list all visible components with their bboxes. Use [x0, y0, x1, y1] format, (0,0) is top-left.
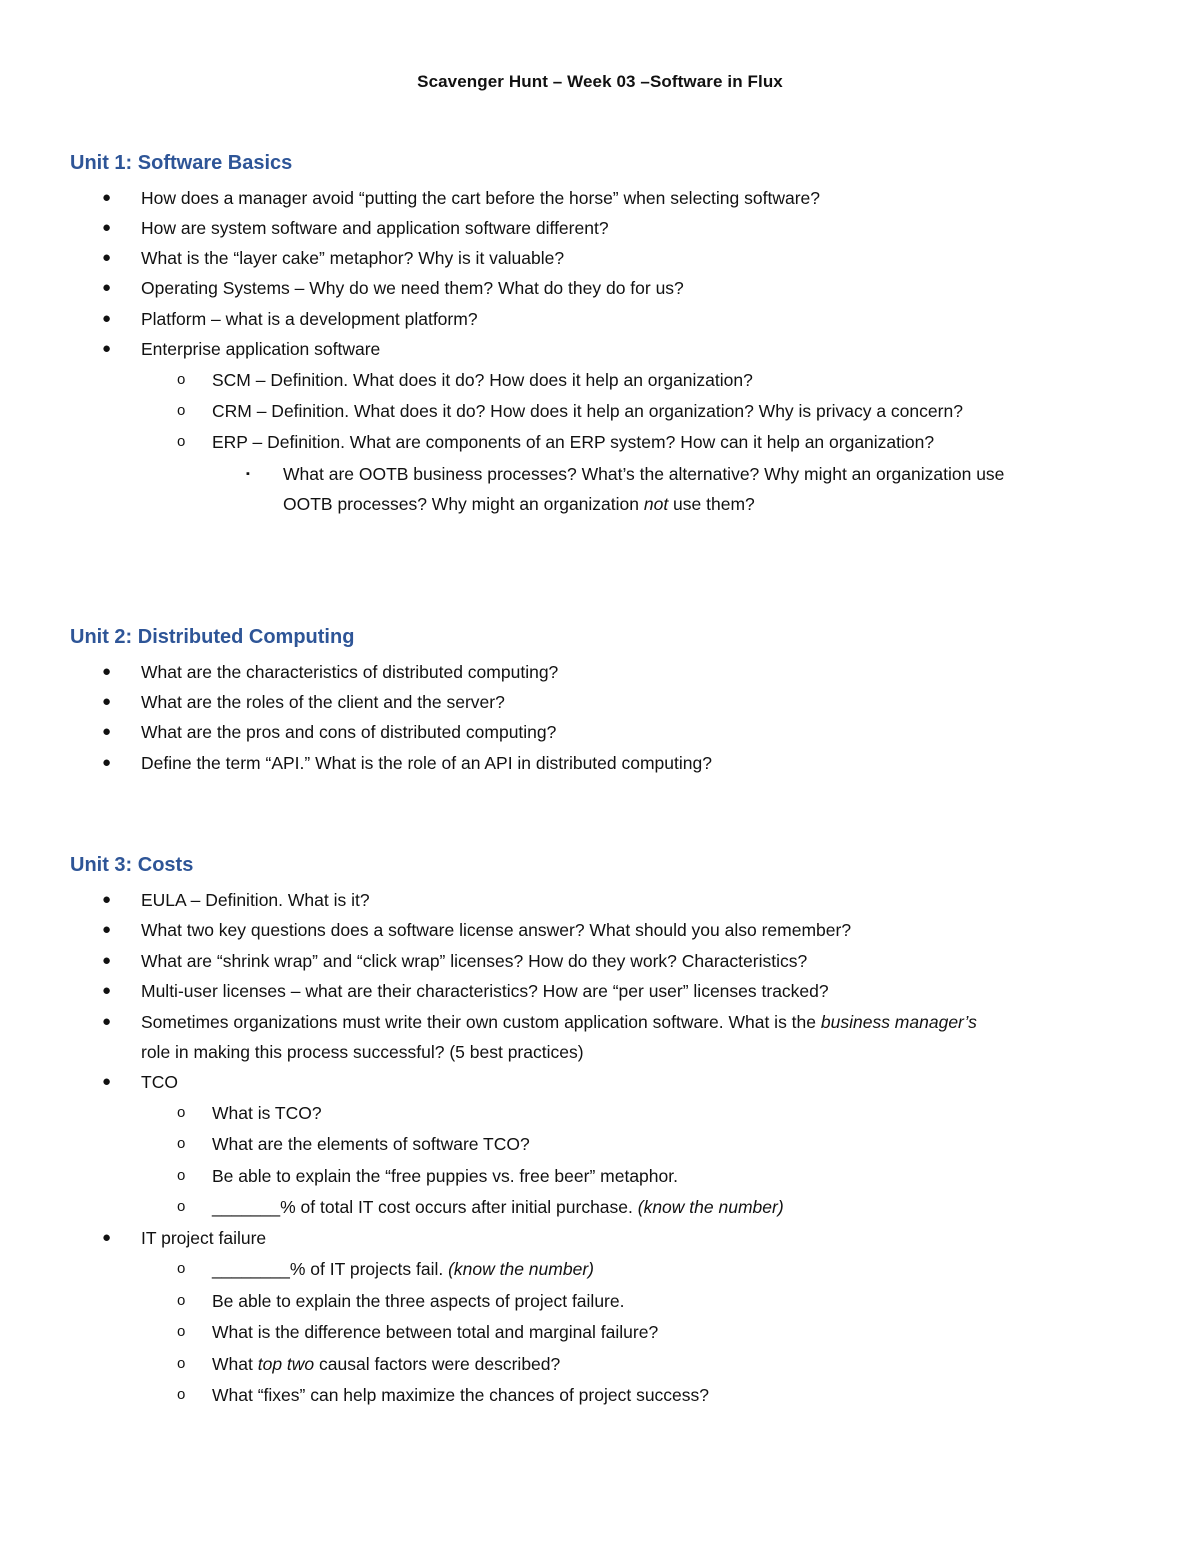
circle-bullet-icon: o: [177, 402, 186, 419]
circle-bullet-icon: o: [177, 1260, 186, 1277]
bullet-icon: ●: [102, 754, 112, 771]
bullet-icon: ●: [102, 219, 112, 236]
circle-bullet-icon: o: [177, 371, 186, 388]
circle-bullet-icon: o: [177, 1386, 186, 1403]
bullet-icon: ●: [102, 1073, 112, 1090]
circle-bullet-icon: o: [177, 1167, 186, 1184]
bullet-icon: ●: [102, 249, 112, 266]
document-title: Scavenger Hunt – Week 03 –Software in Flux: [417, 72, 783, 91]
square-bullet-icon: ▪: [246, 468, 250, 480]
bullet-icon: ●: [102, 891, 112, 908]
circle-bullet-icon: o: [177, 1104, 186, 1121]
bullet-icon: ●: [102, 340, 112, 357]
unit-2-heading: Unit 2: Distributed Computing: [70, 626, 355, 648]
bullet-icon: ●: [102, 723, 112, 740]
bullet-icon: ●: [102, 693, 112, 710]
circle-bullet-icon: o: [177, 1355, 186, 1372]
circle-bullet-icon: o: [177, 1323, 186, 1340]
bullet-icon: ●: [102, 279, 112, 296]
document-page: Scavenger Hunt – Week 03 –Software in Flux Unit 1: Software Basics ● How does a manager avoid “putting the cart before the horse” when selecting software? ● How are system software and application software different? ● What is the “layer cake” metaphor? Why is it valuable? ● Operating Systems – Why do we need them? What do they do for us? ● Platform – what is a development platform? ● Enterprise application software o SCM – Definition. What does it do? How does it help an organization? o CRM – Definition. What does it do? How does it help an organization? Why is privacy a concern? o ERP – Definition. What are components of an ERP system? How can it help an organization? ▪ What are OOTB business processes? What’s the alternative? Why might an organization use OOTB processes? Why might an organization not use them? Unit 2: Distributed Computing ● What are the characteristics of distributed computing? ● What are the roles of the client and the server? ● What are the pros and cons of distributed computing? ● Define the term “API.” What is the role of an API in distributed computing? Unit 3: Costs ● EULA – Definition. What is it? ● What two key questions does a software license answer? What should you also remember? ● What are “shrink wrap” and “click wrap” licenses? How do they work? Characteristics? ● Multi-user licenses – what are their characteristics? How are “per user” licenses tracked? ● Sometimes organizations must write their own custom application software. What is the business manager’s role in making this process successful? (5 best practices) ● TCO o What is TCO? o What are the elements of software TCO? o Be able to explain the “free puppies vs. free beer” metaphor. o _______% of total IT cost occurs after initial purchase. (know the number) ● IT project failure o ________% of IT projects fail. (know the number) o Be able to explain the three aspects of project failure. o What is the difference between total and marginal failure? o What top two causal factors were described? o What “fixes” can help maximize the chances of project success?: [0, 0, 1200, 1553]
bullet-icon: ●: [102, 189, 112, 206]
bullet-icon: ●: [102, 663, 112, 680]
bullet-icon: ●: [102, 952, 112, 969]
unit-1-heading: Unit 1: Software Basics: [70, 152, 293, 174]
circle-bullet-icon: o: [177, 1135, 186, 1152]
circle-bullet-icon: o: [177, 1292, 186, 1309]
bullet-icon: ●: [102, 1229, 112, 1246]
bullet-icon: ●: [102, 921, 112, 938]
circle-bullet-icon: o: [177, 433, 186, 450]
bullet-icon: ●: [102, 1013, 112, 1030]
bullet-icon: ●: [102, 982, 112, 999]
circle-bullet-icon: o: [177, 1198, 186, 1215]
bullet-icon: ●: [102, 310, 112, 327]
unit-3-heading: Unit 3: Costs: [70, 854, 194, 876]
